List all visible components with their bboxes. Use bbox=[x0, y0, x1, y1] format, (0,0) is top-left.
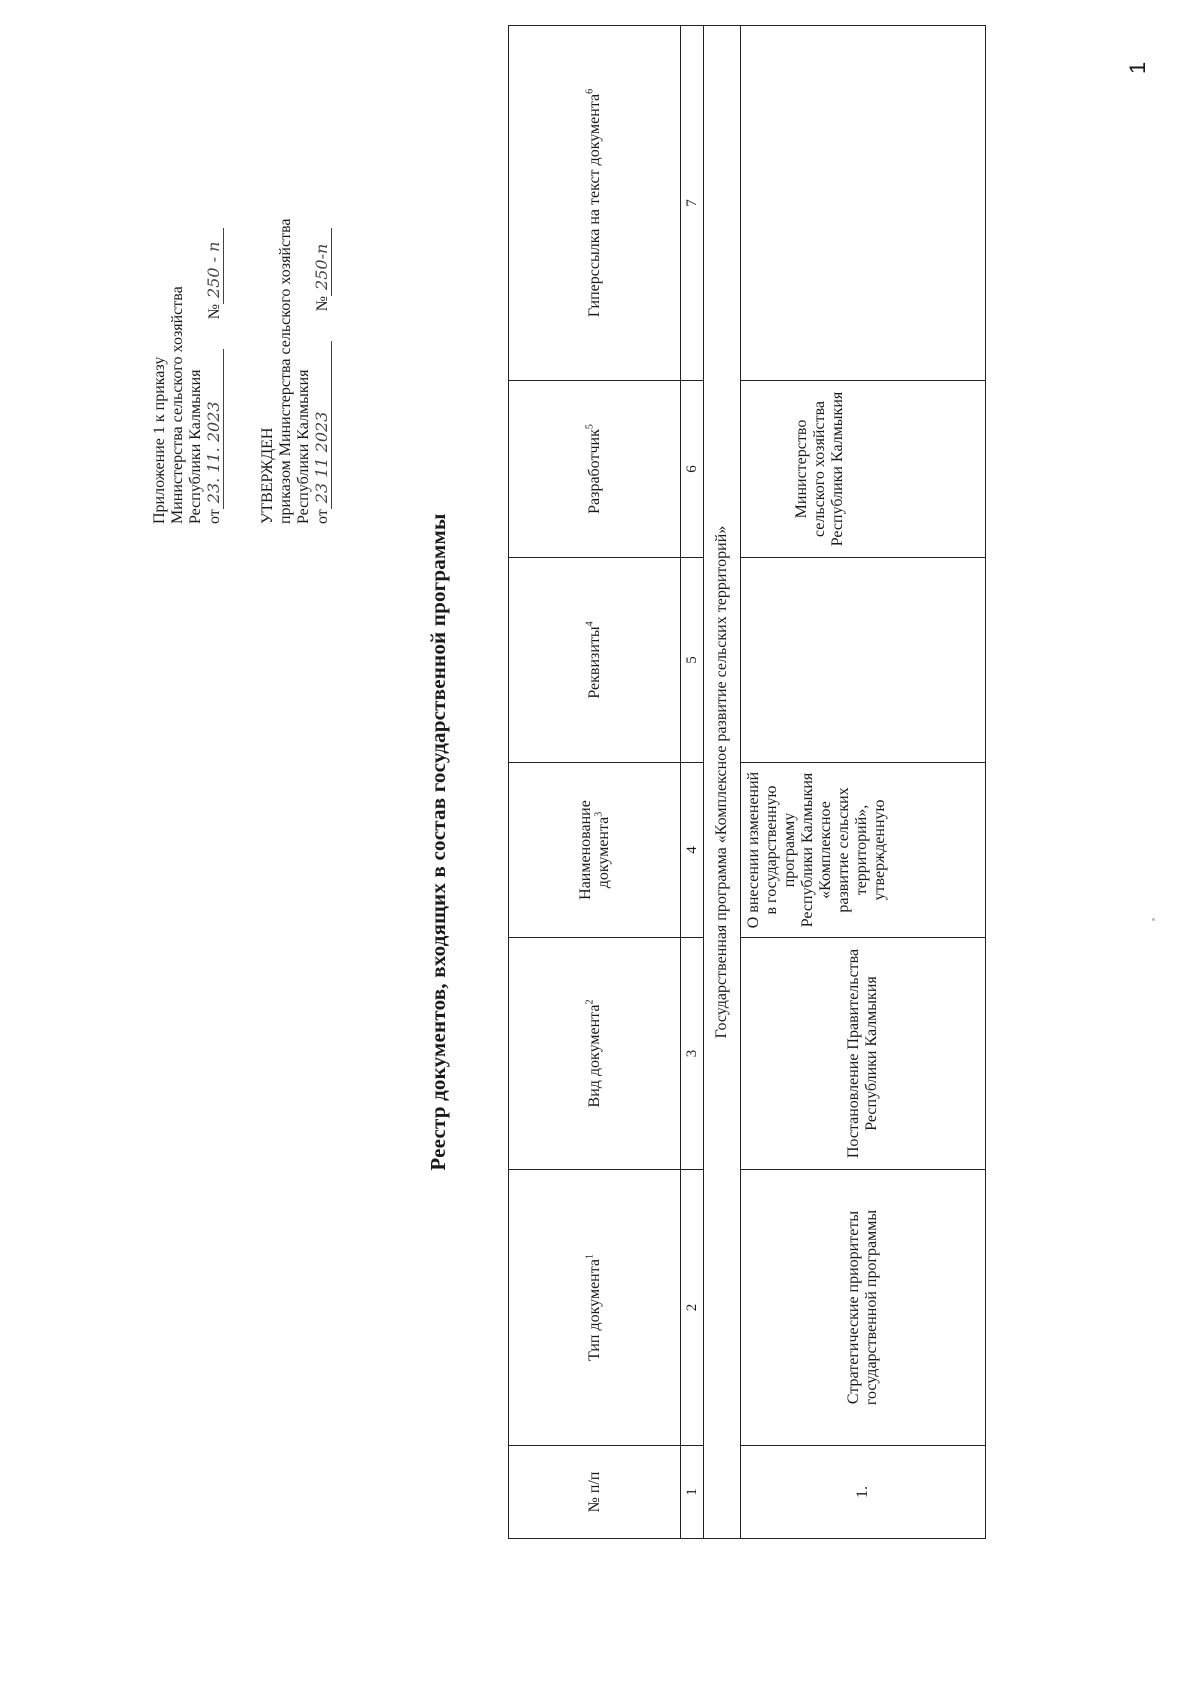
column-number: 3 bbox=[681, 938, 704, 1170]
approved-number-value: 250-п bbox=[313, 228, 332, 296]
appendix-line-2: Министерства сельского хозяйства bbox=[169, 286, 186, 524]
row-kind: Постановление Правительства Республики Калмыкия bbox=[741, 938, 986, 1170]
appendix-number-prefix: № bbox=[206, 303, 223, 320]
approved-date-value: 23 11 2023 bbox=[313, 341, 332, 509]
approved-line-3: Республики Калмыкия bbox=[295, 369, 312, 524]
approved-date-prefix: от bbox=[314, 509, 331, 524]
section-row bbox=[704, 26, 741, 1539]
approved-number-prefix: № bbox=[314, 295, 331, 312]
header-type: Тип документа$^1$ bbox=[509, 1170, 681, 1446]
approved-block bbox=[259, 218, 332, 524]
column-number: 5 bbox=[681, 558, 704, 763]
column-number: 2 bbox=[681, 1170, 704, 1446]
appendix-block bbox=[151, 228, 224, 524]
appendix-date-prefix: от bbox=[206, 509, 223, 524]
header-developer: Разработчик$^5$ bbox=[509, 381, 681, 558]
page-number: 1 bbox=[1125, 61, 1150, 74]
registry-table bbox=[508, 25, 986, 1539]
header-link: Гиперссылка на текст документа$^6$ bbox=[509, 26, 681, 381]
row-number: 1. bbox=[741, 1446, 986, 1539]
header-row bbox=[509, 26, 681, 1539]
header-kind: Вид документа$^2$ bbox=[509, 938, 681, 1170]
appendix-line-3: Республики Калмыкия bbox=[187, 369, 204, 524]
approved-line-1: УТВЕРЖДЕН bbox=[259, 427, 276, 524]
row-name: О внесении изменений в государственную программу Республики Калмыкия «Комплексное развитие сельских территорий», утвержденную bbox=[741, 763, 986, 938]
row-type: Стратегические приоритеты государственной программы bbox=[741, 1170, 986, 1446]
appendix-number-value: 250 - п bbox=[205, 228, 224, 304]
header-details: Реквизиты$^4$ bbox=[509, 558, 681, 763]
column-number: 7 bbox=[681, 26, 704, 381]
column-number: 4 bbox=[681, 763, 704, 938]
header-name: Наименование документа$^3$ bbox=[509, 763, 681, 938]
table-row bbox=[741, 26, 986, 1539]
row-link bbox=[741, 26, 986, 381]
approved-line-2: приказом Министерства сельского хозяйства bbox=[277, 218, 294, 524]
appendix-line-1: Приложение 1 к приказу bbox=[151, 356, 168, 524]
approved-date-line bbox=[313, 218, 332, 524]
appendix-date-value: 23. 11. 2023 bbox=[205, 349, 224, 509]
appendix-date-line bbox=[205, 228, 224, 524]
header-number: № п/п bbox=[509, 1446, 681, 1539]
section-title: Государственная программа «Комплексное развитие сельских территорий» bbox=[704, 26, 741, 1539]
column-number-row bbox=[681, 26, 704, 1539]
row-developer: Министерство сельского хозяйства Республики Калмыкия bbox=[741, 381, 986, 558]
column-number: 6 bbox=[681, 381, 704, 558]
row-details bbox=[741, 558, 986, 763]
document-title: Реестр документов, входящих в состав государственной программы bbox=[426, 513, 450, 1171]
column-number: 1 bbox=[681, 1446, 704, 1539]
